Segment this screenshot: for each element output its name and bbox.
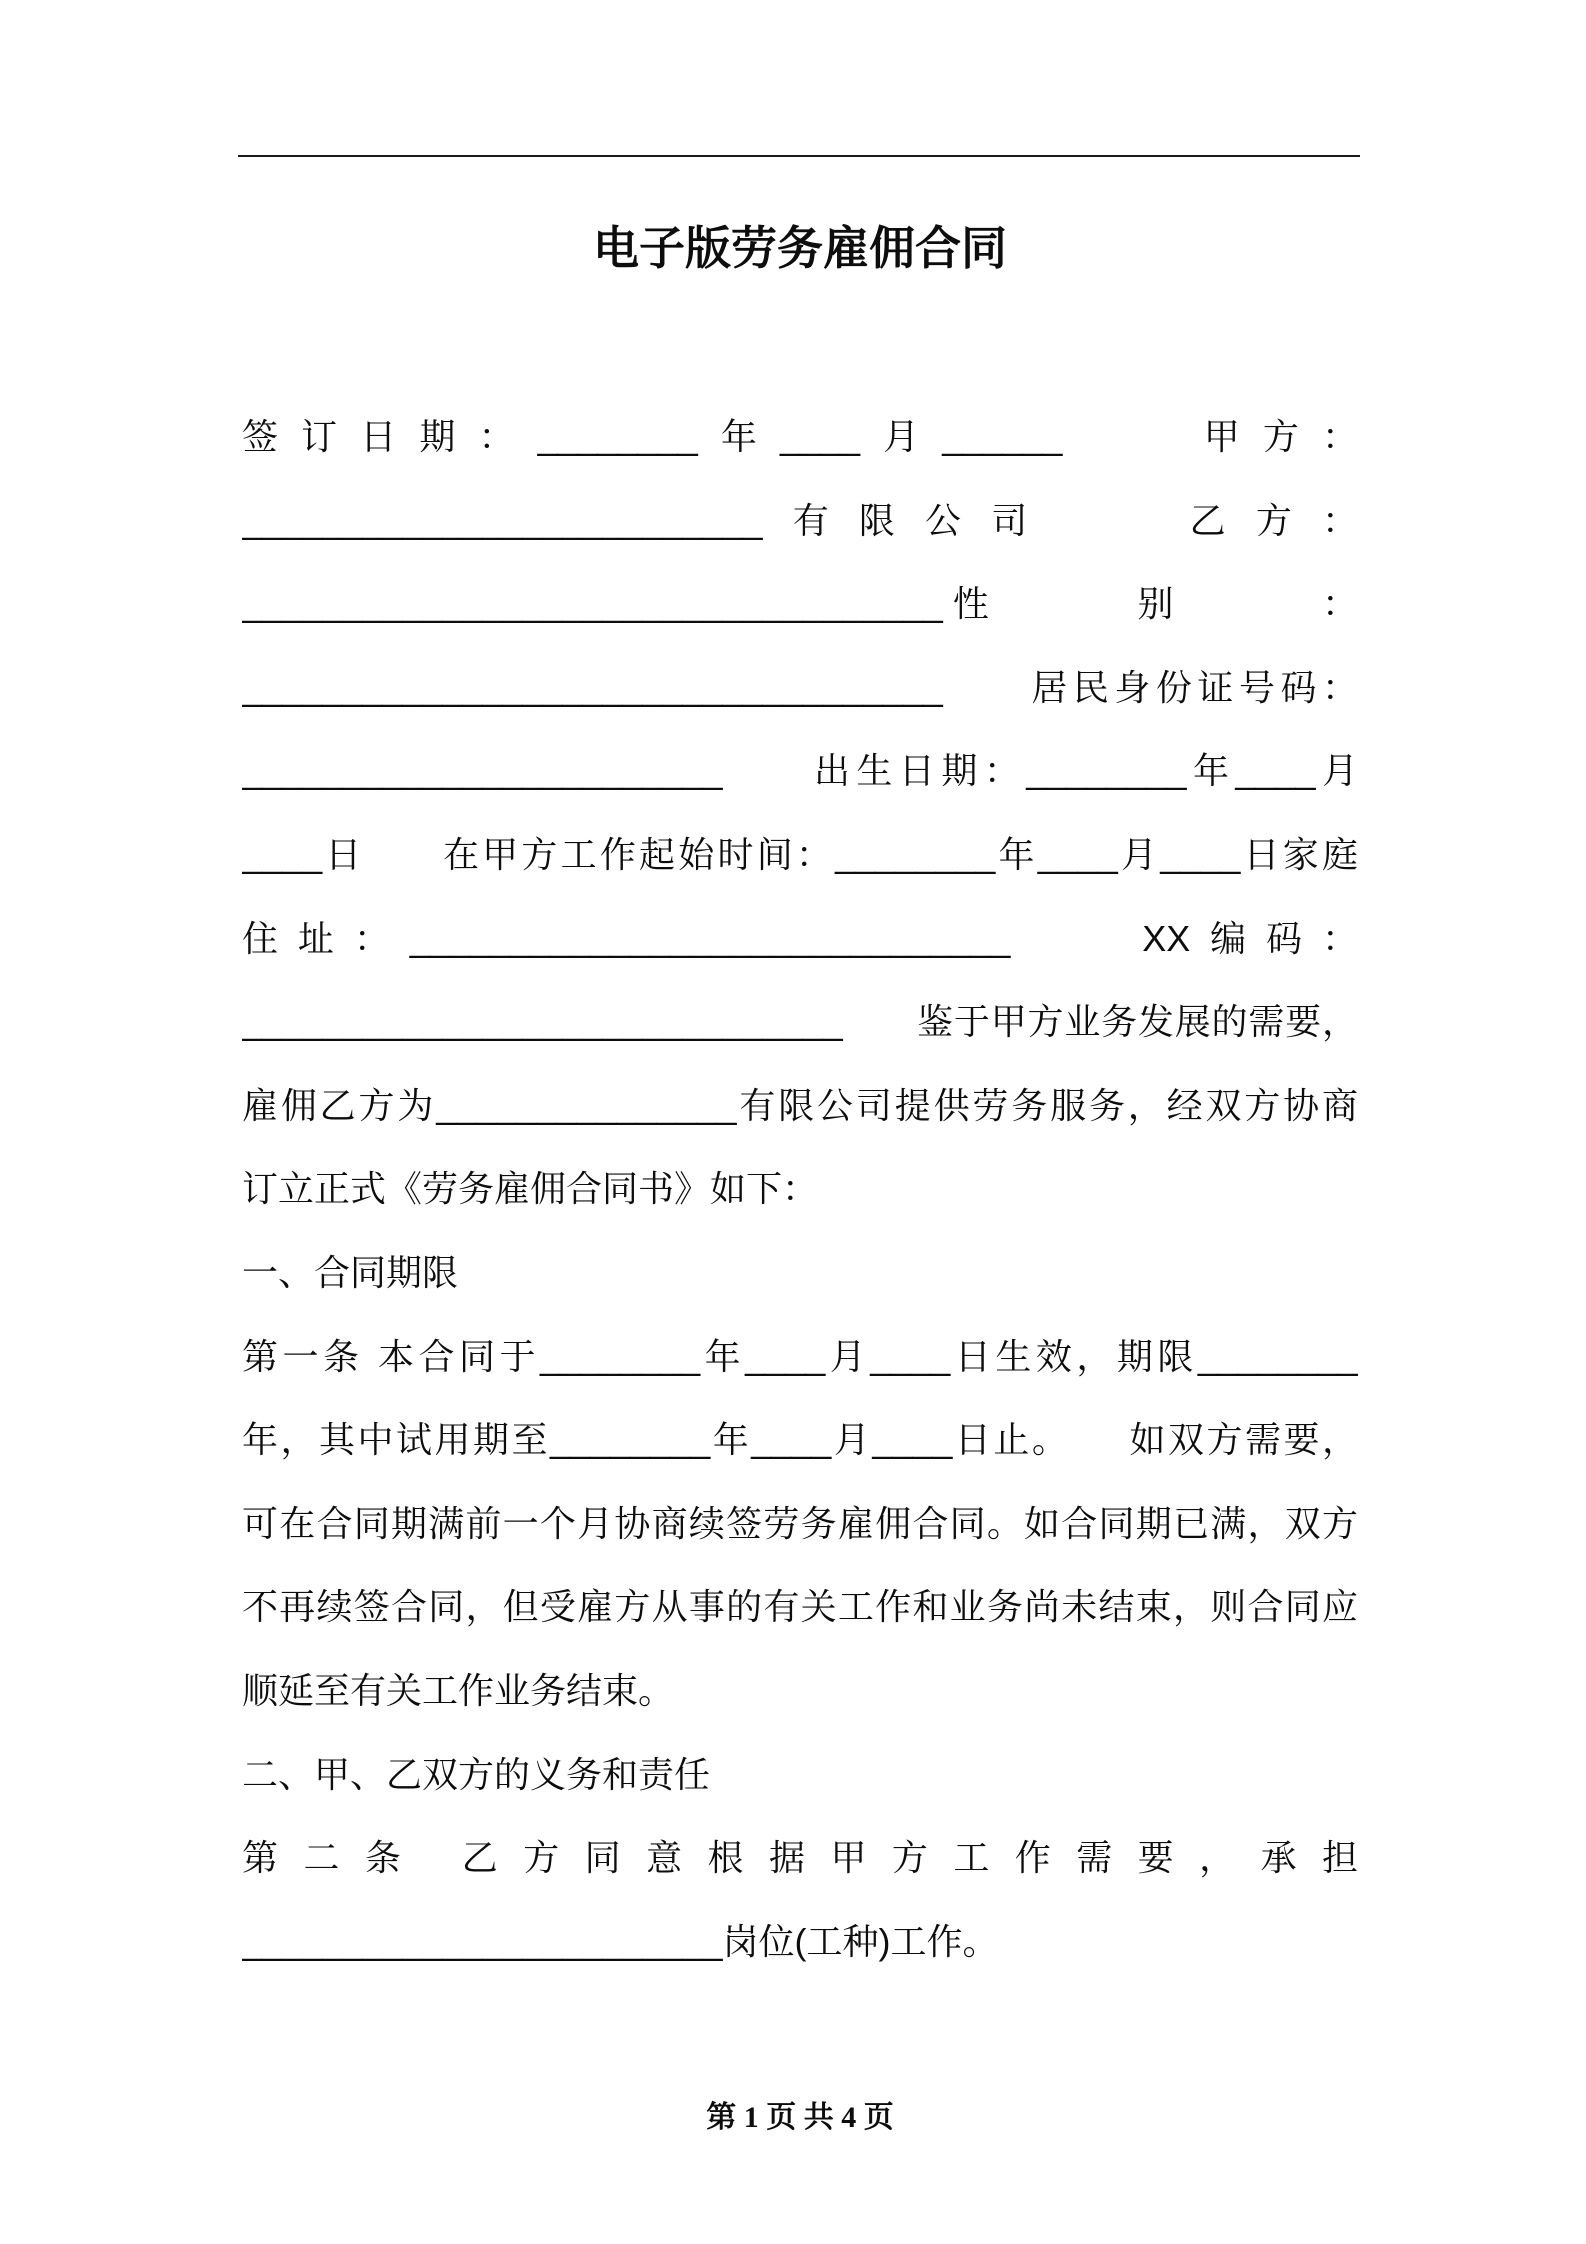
section-obligations (242, 1733, 1358, 1984)
birth-day-start-date-line: ____日 在甲方工作起始时间：________年____月____日家庭 (242, 833, 1358, 875)
section-contract-term (242, 1231, 1358, 1733)
article-2-line-2: ________________________岗位(工种)工作。 (242, 1920, 999, 1962)
document-title: 电子版劳务雇佣合同 (593, 222, 1007, 274)
party-info-block (242, 395, 1358, 980)
article-1-line-5: 顺延至有关工作业务结束。 (242, 1669, 675, 1711)
gender-id-number-line: ___________________________________ 居民身份证号码： (242, 666, 1358, 708)
article-1-line-3: 可在合同期满前一个月协商续签劳务雇佣合同。如合同期已满，双方 (242, 1502, 1358, 1544)
article-1-line-4: 不再续签合同，但受雇方从事的有关工作和业务尚未结束，则合同应 (242, 1586, 1358, 1628)
preamble-line-2: 雇佣乙方为_______________有限公司提供劳务服务，经双方协商 (242, 1084, 1358, 1126)
home-address-postcode-line: 住址：______________________________ XX编码： (242, 917, 1358, 959)
section-heading: 二、甲、乙双方的义务和责任 (242, 1753, 711, 1795)
party-a-company-party-b-line: __________________________有限公司 乙方： (242, 499, 1358, 541)
section-heading: 一、合同期限 (242, 1251, 459, 1293)
document-body (242, 395, 1358, 1983)
article-1-line-1: 第一条 本合同于________年____月____日生效，期限________ (242, 1335, 1358, 1377)
party-b-name-gender-line: ___________________________________性 别 ： (242, 583, 1358, 625)
article-1-line-2: 年，其中试用期至________年____月____日止。 如双方需要， (242, 1419, 1358, 1461)
article-2-line-1: 第二条 乙方同意根据甲方工作需要，承担 (242, 1837, 1358, 1879)
preamble-line-1: ______________________________ 鉴于甲方业务发展的需要， (242, 1001, 1358, 1043)
header-rule (238, 155, 1360, 157)
page-number: 第 1 页 共 4 页 (706, 2101, 894, 2134)
preamble-block (242, 980, 1358, 1231)
preamble-line-3: 订立正式《劳务雇佣合同书》如下： (242, 1168, 819, 1210)
id-number-birth-date-line: ________________________ 出生日期：________年____月 (242, 750, 1358, 792)
signing-date-party-a-line: 签订日期：________年____月______ 甲方： (242, 416, 1358, 457)
